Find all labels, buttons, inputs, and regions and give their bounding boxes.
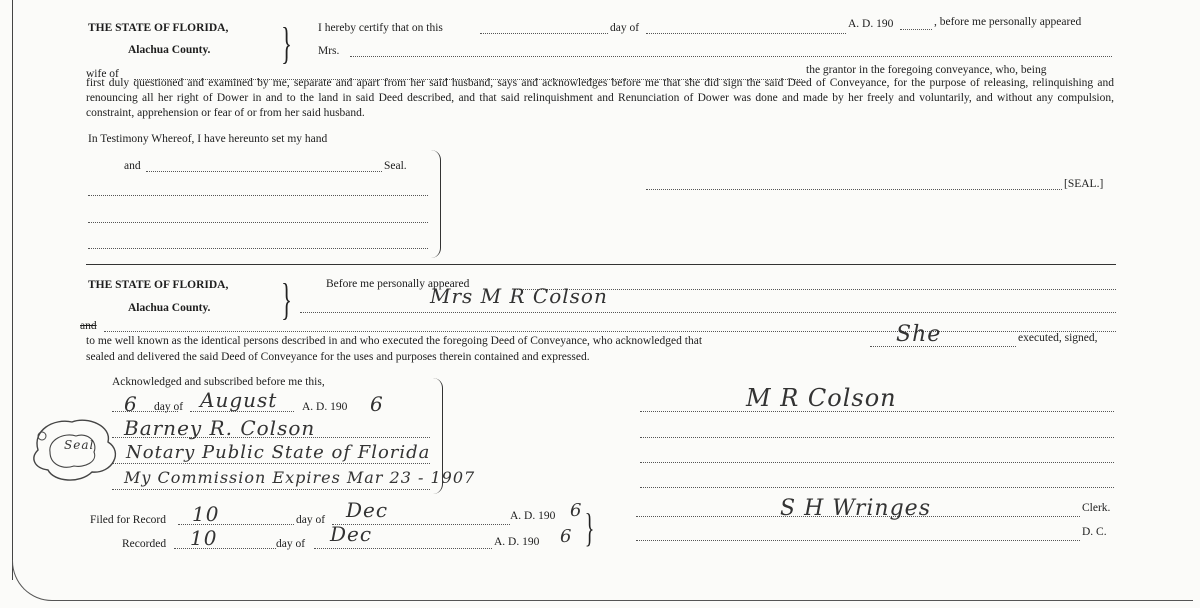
ack-ad: A. D. 190 xyxy=(302,401,348,413)
ack-big-brace xyxy=(430,378,443,494)
cert-line-2[interactable] xyxy=(88,222,428,223)
cert-and-blank[interactable] xyxy=(146,171,382,172)
notary-seal-text: Seal xyxy=(64,438,95,452)
record-rec-year-handwriting: 6 xyxy=(560,526,573,547)
record-clerk-signature: S H Wringes xyxy=(780,496,931,521)
page-edge-left xyxy=(12,0,13,580)
ack-day-handwriting: 6 xyxy=(124,392,138,416)
ack-and-blank[interactable] xyxy=(104,331,1116,332)
record-recorded-label: Recorded xyxy=(122,538,167,550)
ack-before-text: Before me personally appeared xyxy=(326,278,470,290)
cert-line-1[interactable] xyxy=(88,195,428,196)
record-rec-month-blank[interactable] xyxy=(314,548,492,549)
record-filed-ad: A. D. 190 xyxy=(510,510,556,522)
record-filed-day-of: day of xyxy=(296,514,326,526)
cert-line-3[interactable] xyxy=(88,248,428,249)
record-brace: } xyxy=(584,505,595,550)
cert-big-brace xyxy=(428,150,441,258)
cert-state-heading: THE STATE OF FLORIDA, xyxy=(88,22,229,34)
ack-commission: My Commission Expires Mar 23 - 1907 xyxy=(124,468,476,487)
cert-seal-bracket: [SEAL.] xyxy=(1064,178,1104,190)
ack-month-handwriting: August xyxy=(200,388,278,412)
ack-blank-line-1[interactable] xyxy=(640,437,1114,438)
record-rec-month-handwriting: Dec xyxy=(330,522,373,546)
cert-wife-of-label: wife of xyxy=(86,68,119,80)
ack-she-handwriting: She xyxy=(896,322,942,347)
record-clerk-label: Clerk. xyxy=(1082,502,1111,514)
cert-grantor-text: the grantor in the foregoing conveyance, who, being xyxy=(806,64,1047,76)
cert-signature-blank[interactable] xyxy=(646,189,1062,190)
ack-second-blank[interactable] xyxy=(300,312,1116,313)
record-filed-day-handwriting: 10 xyxy=(192,502,220,526)
cert-year-blank[interactable] xyxy=(900,29,932,30)
section-divider xyxy=(86,264,1116,265)
cert-brace: } xyxy=(281,19,292,68)
record-rec-day-handwriting: 10 xyxy=(190,526,218,550)
cert-and: and xyxy=(124,160,141,172)
record-dc-label: D. C. xyxy=(1082,526,1107,538)
cert-before-text: , before me personally appeared xyxy=(934,16,1082,28)
ack-notary-title: Notary Public State of Florida xyxy=(126,442,431,463)
cert-day-of: day of xyxy=(610,22,640,34)
record-rec-day-of: day of xyxy=(276,538,306,550)
cert-month-blank[interactable] xyxy=(646,33,846,34)
ack-day-of: day of xyxy=(154,401,184,413)
cert-testimony: In Testimony Whereof, I have hereunto set my hand xyxy=(88,133,328,145)
ack-and-struck: and xyxy=(80,320,97,332)
cert-certify-text: I hereby certify that on this xyxy=(318,22,443,34)
ack-notary-line-3[interactable] xyxy=(112,489,430,490)
record-dc-line[interactable] xyxy=(636,540,1080,541)
ack-acknowledged: Acknowledged and subscribed before me this, xyxy=(112,376,325,388)
cert-county: Alachua County. xyxy=(128,44,211,56)
ack-year-handwriting: 6 xyxy=(370,392,384,416)
ack-line1-start: to me well known as the identical persons described in and who executed the foregoing Deed of Conveyance, who acknowledged that xyxy=(86,335,703,347)
ack-county: Alachua County. xyxy=(128,302,211,314)
ack-signature-handwriting: M R Colson xyxy=(746,384,897,412)
ack-line2: sealed and delivered the said Deed of Conveyance for the uses and purposes therein contained and expressed. xyxy=(86,351,590,363)
cert-mrs-blank[interactable] xyxy=(350,56,1112,57)
record-rec-ad: A. D. 190 xyxy=(494,536,540,548)
page-edge-bottom xyxy=(12,560,1193,601)
cert-ad: A. D. 190 xyxy=(848,18,894,30)
ack-notary-line-2[interactable] xyxy=(112,463,430,464)
record-filed-label: Filed for Record xyxy=(90,514,167,526)
ack-blank-line-3[interactable] xyxy=(640,487,1114,488)
ack-blank-line-2[interactable] xyxy=(640,462,1114,463)
cert-mrs-label: Mrs. xyxy=(318,45,340,57)
ack-she-blank[interactable] xyxy=(870,346,1016,347)
notary-seal-drawing xyxy=(28,412,126,486)
cert-seal: Seal. xyxy=(384,160,407,172)
ack-appeared-handwriting: Mrs M R Colson xyxy=(430,284,608,308)
cert-day-blank[interactable] xyxy=(480,33,608,34)
ack-state-heading: THE STATE OF FLORIDA, xyxy=(88,279,229,291)
ack-notary-name: Barney R. Colson xyxy=(124,416,316,440)
ack-line1-end: executed, signed, xyxy=(1018,332,1098,344)
record-filed-year-handwriting: 6 xyxy=(570,500,583,521)
record-filed-month-handwriting: Dec xyxy=(346,498,389,522)
cert-paragraph: first duly questioned and examined by me, separate and apart from her said husband, says and acknowledges before me that she did sign the said Deed of Conveyance, for the purpose of releasing, relinquishing and renouncing all her right of Dower in and to the land in said Deed described, and that said relinquishment and Renunciation of Dower was done and made by her freely and voluntarily, and without any compulsion, constraint, apprehension or fear of or from her said husband. xyxy=(86,77,1114,119)
ack-brace: } xyxy=(281,275,292,324)
